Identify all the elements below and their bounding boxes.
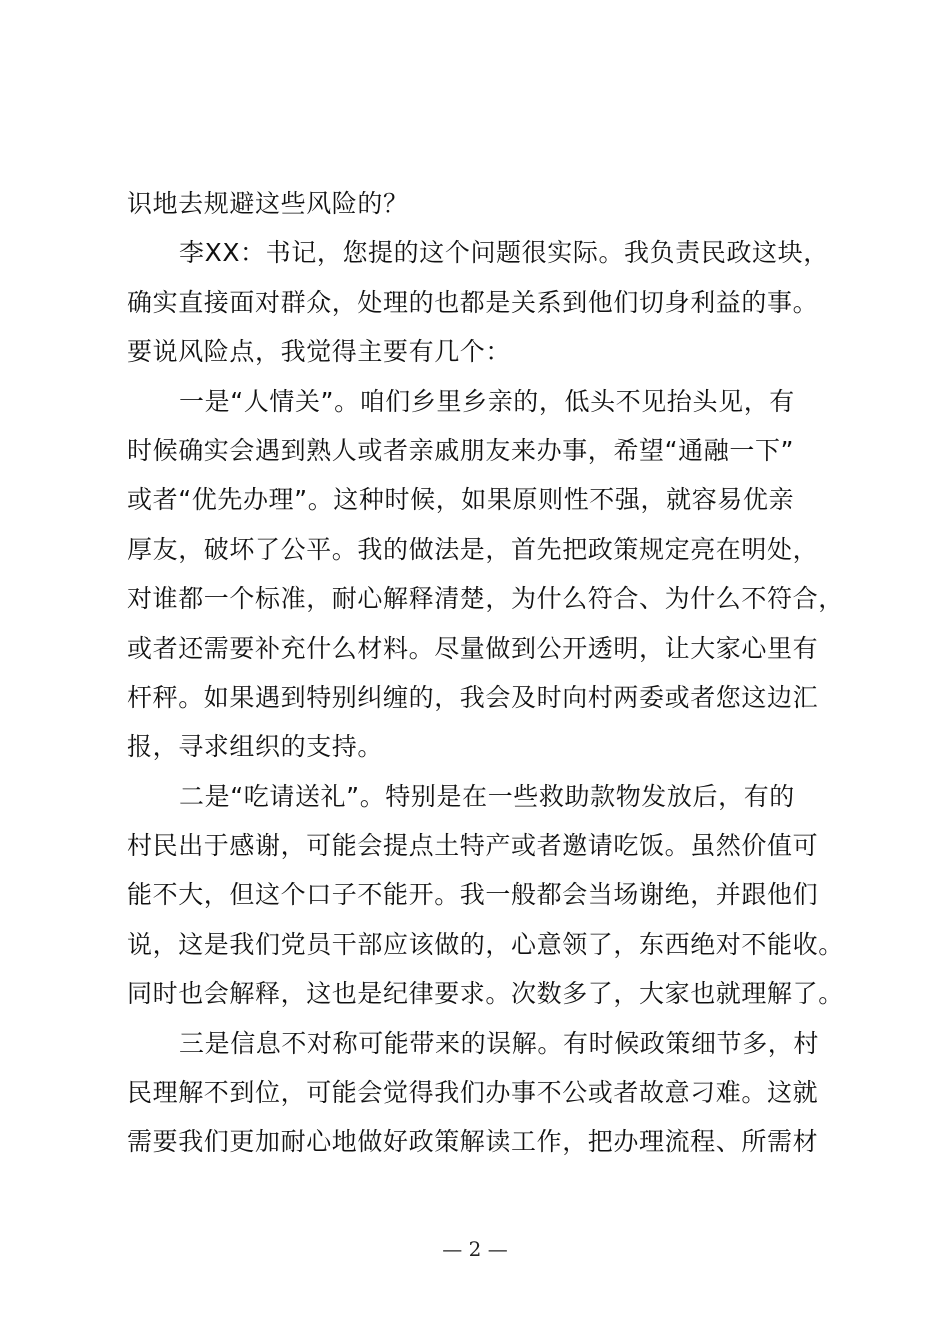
paragraph-start-line: 二是“吃请送礼”。特别是在一些救助款物发放后，有的	[179, 781, 795, 811]
text-line: 确实直接面对群众，处理的也都是关系到他们切身利益的事。	[127, 287, 819, 317]
text-line: 村民出于感谢，可能会提点土特产或者邀请吃饭。虽然价值可	[127, 831, 819, 861]
text-line: 报，寻求组织的支持。	[127, 732, 384, 762]
page-number: — 2 —	[442, 1237, 508, 1261]
paragraph-start-line: 一是“人情关”。咱们乡里乡亲的，低头不见抬头见，有	[179, 386, 795, 416]
text-line: 要说风险点，我觉得主要有几个：	[127, 337, 512, 367]
text-line: 民理解不到位，可能会觉得我们办事不公或者故意刁难。这就	[127, 1078, 819, 1108]
text-line: 或者还需要补充什么材料。尽量做到公开透明，让大家心里有	[127, 633, 819, 663]
document-body	[127, 179, 857, 1167]
text-line: 厚友，破坏了公平。我的做法是，首先把政策规定亮在明处，	[127, 534, 819, 564]
paragraph-start-line: 李XX：书记，您提的这个问题很实际。我负责民政这块，	[179, 238, 829, 268]
text-line: 对谁都一个标准，耐心解释清楚，为什么符合、为什么不符合，	[127, 584, 844, 614]
text-line: 杆秤。如果遇到特别纠缠的，我会及时向村两委或者您这边汇	[127, 682, 819, 712]
paragraph-start-line: 三是信息不对称可能带来的误解。有时候政策细节多，村	[179, 1028, 820, 1058]
text-line: 或者“优先办理”。这种时候，如果原则性不强，就容易优亲	[127, 485, 795, 515]
text-line: 需要我们更加耐心地做好政策解读工作，把办理流程、所需材	[127, 1127, 819, 1157]
text-line: 识地去规避这些风险的？	[127, 189, 409, 218]
text-line: 时候确实会遇到熟人或者亲戚朋友来办事，希望“通融一下”	[127, 435, 795, 465]
text-line: 同时也会解释，这也是纪律要求。次数多了，大家也就理解了。	[127, 979, 844, 1009]
text-line: 能不大，但这个口子不能开。我一般都会当场谢绝，并跟他们	[127, 880, 819, 910]
text-line: 说，这是我们党员干部应该做的，心意领了，东西绝对不能收。	[127, 929, 844, 959]
